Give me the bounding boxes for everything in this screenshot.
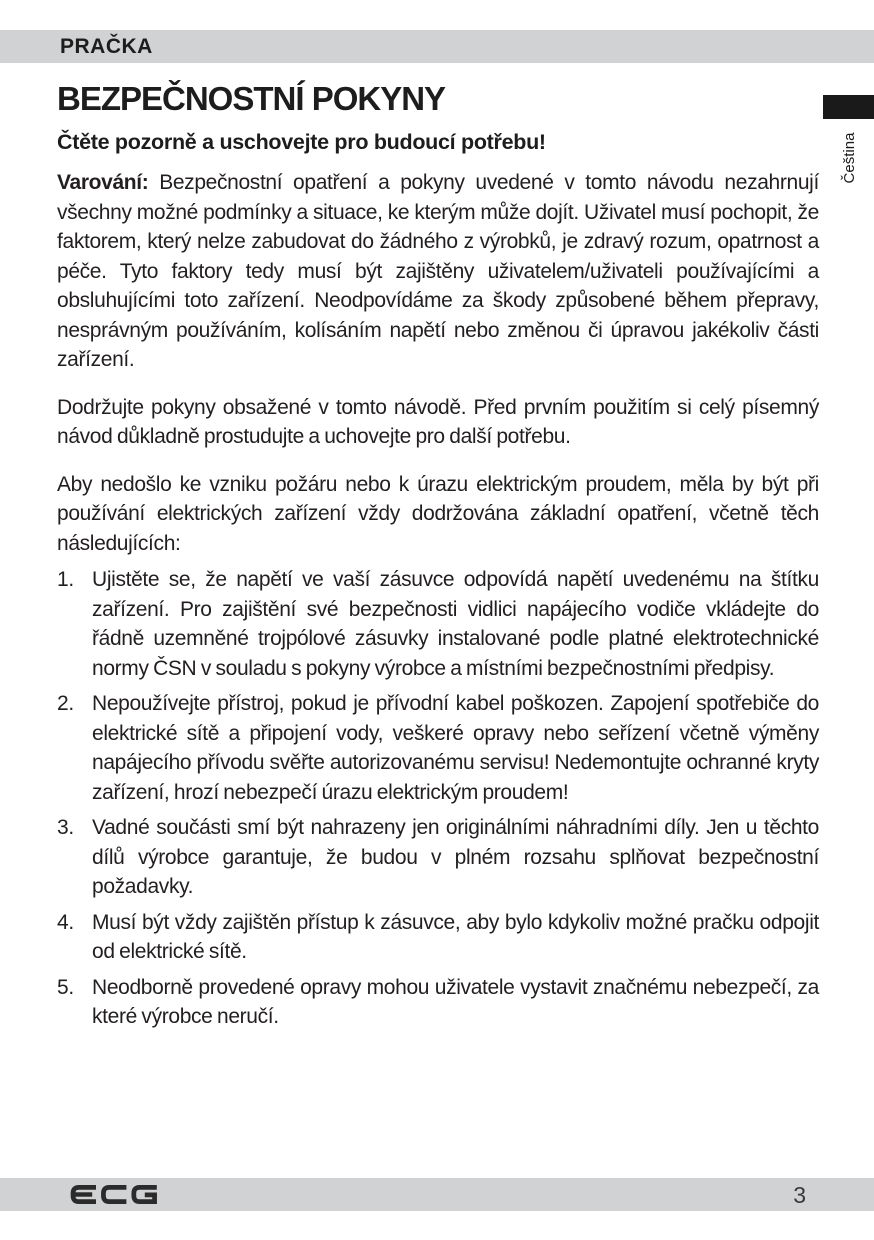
list-item — [57, 973, 819, 1032]
body-text — [57, 168, 819, 1032]
header-bar — [0, 30, 874, 63]
language-label: Čeština — [841, 132, 858, 184]
warning-body: Bezpečnostní opatření a pokyny uvedené v tomto návodu nezahrnují všechny možné podmínky a situace, ke kterým může dojít. Uživatel musí pochopit, že faktorem, který nelze zabudovat do žádného z výrobků, je zdravý rozum, opatrnost a péče. Tyto faktory tedy musí být zajištěny uživatelem/uživateli používajícími a obsluhujícími toto zařízení. Neodpovídáme za škody způsobené během přepravy, nesprávným používáním, kolísáním napětí nebo změnou či úpravou jakékoliv části zařízení. — [57, 171, 819, 371]
warning-paragraph — [57, 168, 819, 375]
product-category-label: PRAČKA — [60, 35, 153, 58]
warning-lead: Varování: — [57, 171, 149, 194]
list-item — [57, 813, 819, 902]
ecg-logo-icon — [70, 1185, 160, 1204]
list-item-text: Vadné součásti smí být nahrazeny jen originálními náhradními díly. Jen u těchto dílů výrobce garantuje, že budou v plném rozsahu splňovat bezpečnostní požadavky. — [92, 816, 819, 898]
paragraph: Dodržujte pokyny obsažené v tomto návodě. Před prvním použitím si celý písemný návod důkladně prostudujte a uchovejte pro další potřebu. — [57, 395, 819, 448]
page-title: BEZPEČNOSTNÍ POKYNY — [57, 80, 446, 117]
footer-bar — [0, 1178, 874, 1211]
list-item-text: Ujistěte se, že napětí ve vaší zásuvce odpovídá napětí uvedenému na štítku zařízení. Pro zajištění své bezpečnosti vidlici napájecího vodiče vkládejte do řádně uzemněné trojpólové zásuvky instalované podle platné elektrotechnické normy ČSN v souladu s pokyny výrobce a místními bezpečnostními předpisy. — [92, 568, 819, 680]
list-item-number: 3. — [57, 816, 74, 839]
list-item-text: Neodborně provedené opravy mohou uživatele vystavit značnému nebezpečí, za které výrobce neručí. — [92, 975, 819, 1028]
list-item-text: Musí být vždy zajištěn přístup k zásuvce, aby bylo kdykoliv možné pračku odpojit od elektrické sítě. — [92, 910, 819, 963]
page-number: 3 — [793, 1182, 806, 1208]
list-item — [57, 565, 819, 683]
list-item-number: 1. — [57, 568, 74, 591]
list-item-number: 2. — [57, 692, 74, 715]
list-item — [57, 689, 819, 807]
list-item-text: Nepoužívejte přístroj, pokud je přívodní kabel poškozen. Zapojení spotřebiče do elektrické sítě a připojení vody, veškeré opravy nebo seřízení včetně výměny napájecího přívodu svěřte autorizovanému servisu! Nedemontujte ochranné kryty zařízení, hrozí nebezpečí úrazu elektrickým proudem! — [92, 692, 819, 804]
content-column — [57, 80, 819, 1038]
list-item-number: 5. — [57, 975, 74, 999]
page-subtitle: Čtěte pozorně a uschovejte pro budoucí potřebu! — [57, 130, 546, 154]
safety-instruction-list — [57, 565, 819, 1032]
list-item — [57, 908, 819, 967]
list-item-number: 4. — [57, 910, 74, 934]
paragraph: Aby nedošlo ke vzniku požáru nebo k úrazu elektrickým proudem, měla by být při používání elektrických zařízení vždy dodržována základní opatření, včetně těch následujících: — [57, 472, 819, 555]
language-tab-marker — [823, 95, 874, 119]
